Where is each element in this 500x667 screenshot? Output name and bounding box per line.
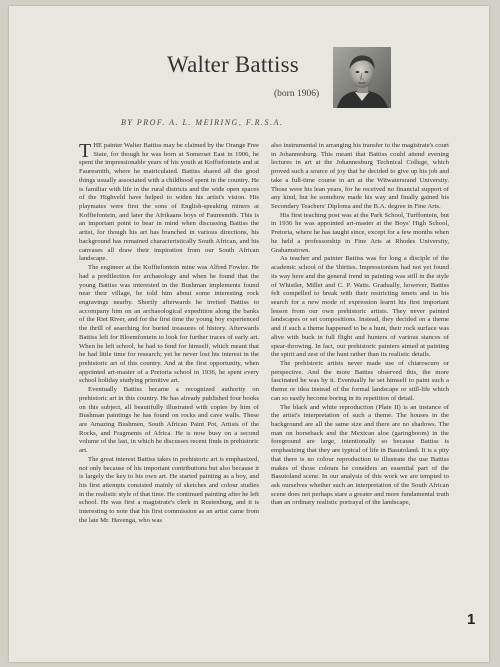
paragraph: The black and white reproduction (Plate II) is an instance of the artist's interpretation of such a theme. The houses in the background are all the same size and there are no shadows. The man on horseback and the Mexican aloe (garingboom) in the foreground are large, intentionally so because Battiss is emphasizing that they are typical of life in Basutoland. It is a pity that there is no colour reproduction to illustrate the use Battiss makes of those colours he considers an essential part of the Basutoland scene. In our analysis of this work we are tempted to ask ourselves whether such an interpretation of the South African scene does not perhaps stare a greater and more fundamental truth than an ordinary realistic portrayal of the landscape, <box>271 403 449 507</box>
right-text-column <box>271 142 449 608</box>
paragraph <box>79 142 259 264</box>
article-subtitle: (born 1906) <box>274 89 320 99</box>
drop-cap: T <box>79 142 92 162</box>
paragraph: As teacher and painter Battiss was for long a disciple of the academic school of the 'thirties. Impressionism had not yet found its way here and the general trend in painting was still in the style of Whistler, Millet and C. P. Watts. Gradually, however, Battiss felt compelled to break with their restricting tenets and in his search for a new mode of expression learnt his first important lesson from our own prehistoric artists. They never painted landscapes or set compositions. Instead, they decided on a theme and if such a theme happened to be a hunt, their rock surface was alive with buck in full flight and hunters of various stances of spear-throwing. In fact, our prehistoric painters aimed at painting the spirit and zest of the hunt rather than its realistic details. <box>271 255 449 359</box>
article-byline: BY PROF. A. L. MEIRING, F.R.S.A. <box>121 118 284 127</box>
left-text-column <box>79 142 259 546</box>
magazine-page <box>9 6 489 662</box>
paragraph: also instrumental in arranging his transfer to the magistrate's court in Johannesburg. This meant that Battiss could attend evening lectures in art at the Johannesburg Technical College, which proved such a source of joy that he decided to give up his job and take a full-time course in art at the Witwatersrand University. Those were his lean years, for he received no financial support of any kind, but he somehow made his way and finally gained his Secondary Teachers' Diploma and the B.A. degree in Fine Arts. <box>271 142 449 211</box>
paragraph: The prehistoric artists never made use of chiaroscuro or perspective. And the more Battiss observed this, the more fascinated he was by it. Eventually he set himself to paint such a theme or idea instead of the formal landscape or still-life which can so easily become boring in its repetition of detail. <box>271 359 449 402</box>
article-title: Walter Battiss <box>167 52 299 77</box>
page-number: 1 <box>467 611 476 628</box>
paragraph: The great interest Battiss takes in prehistoric art is emphasized, not only because of his important contributions but also because it is largely the key to his own art. He started painting as a boy, and his first attempts consisted mainly of sketches and colour studies in the realistic style of that time. He continued painting after he left school. He was first a magistrate's clerk in Rustenburg, and it is interesting to note that his first commission as an artist came from the late Mr. Havenga, who was <box>79 455 259 524</box>
paragraph: Eventually Battiss became a recognized authority on prehistoric art in this country. He has already published four books on this subject, all beautifully illustrated with copies by him of Bushman paintings he has found on rocks and cave walls. These are Amazing Bushmen, South African Paint Pot, Artists of the Rocks, and Fragments of Africa. He is now busy on a second volume of the last, in which he discusses recent finds in prehistoric art. <box>79 386 259 455</box>
paragraph: The engineer at the Koffiefontein mine was Alfred Fowler. He had a predilection for archaeology and when he found that the young Battiss was interested in the Bushman implements found near their village, he told him about some interesting rock engravings nearby. Shortly afterwards he invited Battiss to accompany him on an archaeological expedition along the banks of the Riet River, and for the first time the young boy experienced the thrill of searching for buried treasures of history. Afterwards Battiss left for Bloemfontein to look for further traces of early art. When he left school, he had to fend for himself, which meant that he had little time for research; yet he never lost his interest in the prehistoric art of this country. And at the first opportunity, when appointed art-master of a Pretoria school in 1936, he spent every school holiday studying primitive art. <box>79 264 259 385</box>
portrait-image <box>333 47 391 108</box>
portrait-photo <box>333 47 391 108</box>
paragraph-text: HE painter Walter Battiss may be claimed by the Orange Free State, for though he was born at Somerset East in 1906, he spent the impressionable years of his youth at Koffiefontein and at Fauresmith, where he matriculated. Battiss shared all the good things usually associated with a childhood spent in the country. He is familiar with life in the rural districts and the wide open spaces of the Highveld have helped to widen his artist's vision. His playmates were first the sons of English-speaking miners at Koffiefontein, and later the Afrikaans boys of Fauresmith. This is an important point to bear in mind when discussing Battiss the artist, for though his art has branched in various directions, his background has remained characteristically South African, and his canvases all draw their inspiration from our South African landscape. <box>79 142 259 263</box>
paragraph: His first teaching post was at the Park School, Turffontein, but in 1936 he was appointed art-master at the Boys' High School, Pretoria, where he has taught since, except for a few months when he held a professorship in Fine Arts at Rhodes University, Grahamstown. <box>271 211 449 254</box>
